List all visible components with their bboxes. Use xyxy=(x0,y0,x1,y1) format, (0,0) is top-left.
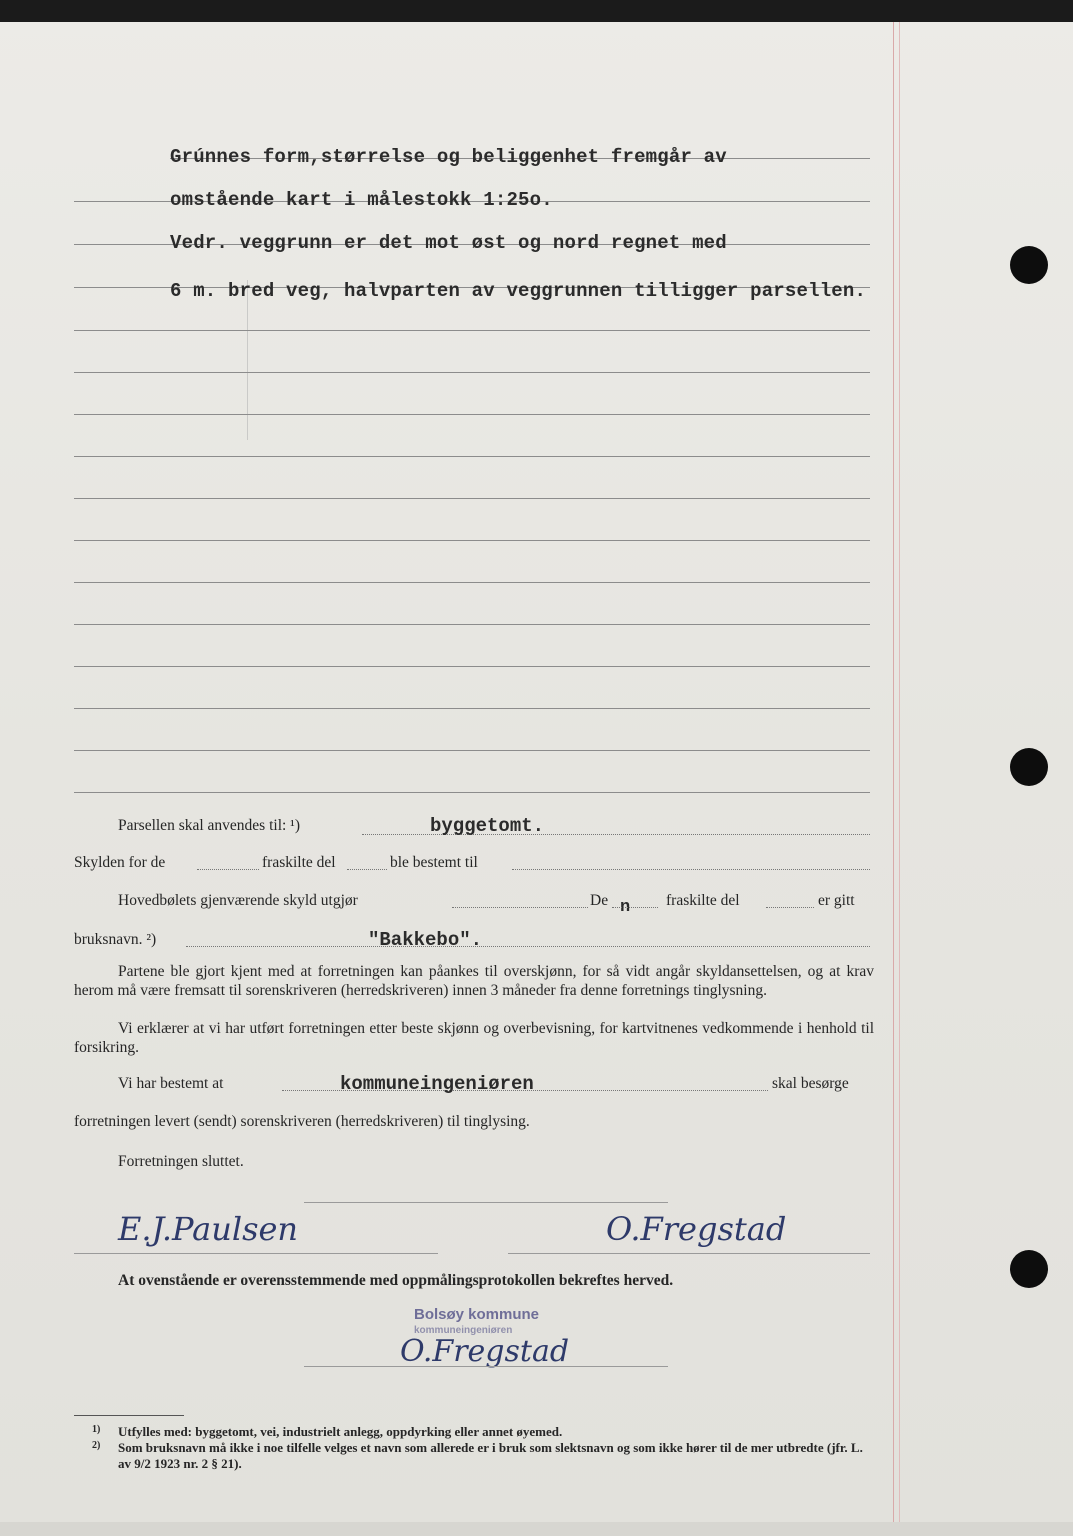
appeal-text: Partene ble gjort kjent med at forretningen kan påankes til overskjønn, for så vidt angår skyldansettelsen, og at krav herom må være fremsatt til sorenskriveren (herredskriveren) innen 3 måneder fra denne forretnings tinglysning. xyxy=(74,963,874,999)
hoved-de: De xyxy=(590,892,609,909)
signature-right: O.Fregstad xyxy=(606,1210,787,1248)
scan-bottom-edge xyxy=(0,1522,1073,1536)
hoved-dots-2 xyxy=(612,907,658,908)
punch-hole-middle xyxy=(1010,748,1048,786)
typed-line-1: Grúnnes form,størrelse og beliggenhet fremgår av xyxy=(170,146,727,168)
sig-line-right xyxy=(508,1253,870,1254)
ruled-line xyxy=(74,540,870,541)
paper-fold xyxy=(247,280,248,440)
hoved-label: Hovedbølets gjenværende skyld utgjør xyxy=(118,892,358,909)
skyld-fraskilte: fraskilte del xyxy=(262,854,336,871)
skyld-dots-1 xyxy=(197,869,259,870)
appeal-paragraph xyxy=(74,962,874,1000)
stamp-signature: O.Fregstad xyxy=(400,1334,570,1369)
footnote-2: Som bruksnavn må ikke i noe tilfelle velges et navn som allerede er i bruk som slektsnavn og som ikke hører til de mer utbredte (jfr. L. av 9/2 1923 nr. 2 § 21). xyxy=(118,1440,863,1471)
declaration-text: Vi erklærer at vi har utført forretningen etter beste skjønn og overbevisning, for kartvitnenes vedkommende i henhold til forsikring. xyxy=(74,1020,874,1056)
skyld-dots-3 xyxy=(512,869,870,870)
footnote-1-mark: 1) xyxy=(92,1424,101,1435)
sig-line-left xyxy=(74,1253,438,1254)
ruled-line xyxy=(74,582,870,583)
sig-line-bottom xyxy=(304,1366,668,1367)
closing-text: Forretningen sluttet. xyxy=(118,1153,244,1170)
typed-line-3: Vedr. veggrunn er det mot øst og nord regnet med xyxy=(170,232,727,254)
ruled-line xyxy=(74,666,870,667)
bruks-dotline xyxy=(186,946,870,947)
punch-hole-top xyxy=(1010,246,1048,284)
ruled-line xyxy=(74,498,870,499)
bestemt-line2: forretningen levert (sendt) sorenskriveren (herredskriveren) til tinglysing. xyxy=(74,1113,530,1130)
bruks-label: bruksnavn. ²) xyxy=(74,931,157,948)
footnote-rule xyxy=(74,1415,184,1416)
margin-line-secondary xyxy=(899,22,900,1522)
sig-line-top xyxy=(304,1202,668,1203)
use-label: Parsellen skal anvendes til: ¹) xyxy=(118,817,300,834)
hoved-dots-3 xyxy=(766,907,814,908)
punch-hole-bottom xyxy=(1010,1250,1048,1288)
ruled-line xyxy=(74,750,870,751)
hoved-gitt: er gitt xyxy=(818,892,855,909)
ruled-line xyxy=(74,624,870,625)
stamp-line-2: kommuneingeniøren xyxy=(414,1325,513,1336)
ruled-line xyxy=(74,372,870,373)
footnote-1: Utfylles med: byggetomt, vei, industrielt anlegg, oppdyrking eller annet øyemed. xyxy=(118,1424,563,1439)
margin-line xyxy=(893,22,894,1522)
use-value: byggetomt. xyxy=(430,815,545,837)
ruled-line xyxy=(74,708,870,709)
bruks-value: "Bakkebo". xyxy=(368,929,483,951)
hoved-n: n xyxy=(620,898,631,917)
bestemt-label: Vi har bestemt at xyxy=(118,1075,224,1092)
bestemt-suffix: skal besørge xyxy=(772,1075,849,1092)
skyld-label: Skylden for de xyxy=(74,854,166,871)
ruled-line xyxy=(74,414,870,415)
ruled-line xyxy=(74,330,870,331)
confirmation-text: At ovenstående er overensstemmende med oppmålingsprotokollen bekreftes herved. xyxy=(118,1272,674,1289)
footnote-2-mark: 2) xyxy=(92,1440,101,1451)
typed-line-2: omstående kart i målestokk 1:25o. xyxy=(170,189,553,211)
declaration-paragraph xyxy=(74,1019,874,1057)
signature-left: E.J.Paulsen xyxy=(118,1210,299,1248)
skyld-bestemt: ble bestemt til xyxy=(390,854,478,871)
hoved-dots-1 xyxy=(452,907,588,908)
bestemt-value: kommuneingeniøren xyxy=(340,1073,534,1095)
typed-line-4: 6 m. bred veg, halvparten av veggrunnen tilligger parsellen. xyxy=(170,280,867,302)
stamp-line-1: Bolsøy kommune xyxy=(414,1306,540,1323)
ruled-line xyxy=(74,792,870,793)
skyld-dots-2 xyxy=(347,869,387,870)
scan-top-border xyxy=(0,0,1073,22)
ruled-line xyxy=(74,456,870,457)
hoved-fraskilte: fraskilte del xyxy=(666,892,740,909)
